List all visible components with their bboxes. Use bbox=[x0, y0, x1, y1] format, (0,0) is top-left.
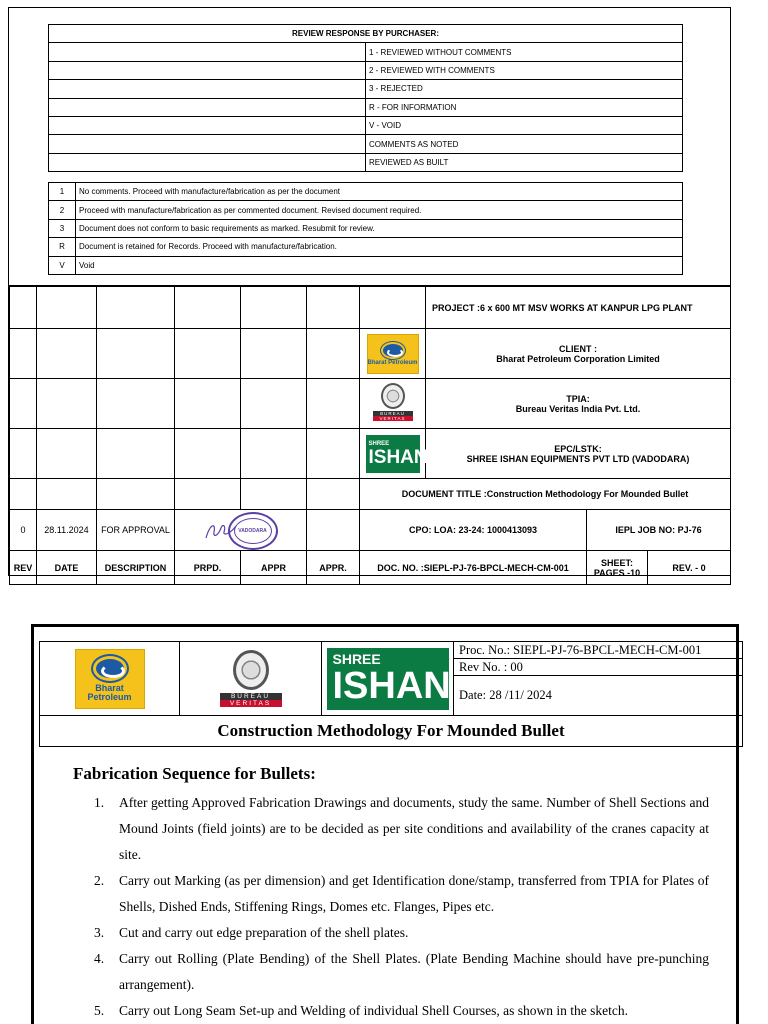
bureau-veritas-logo bbox=[219, 650, 283, 707]
header-prpd: PRPD. bbox=[175, 551, 241, 585]
date-value: 28.11.2024 bbox=[37, 510, 97, 551]
bureau-veritas-seal-icon bbox=[381, 383, 405, 409]
legend-code: V bbox=[49, 256, 76, 274]
review-checkbox[interactable] bbox=[49, 98, 366, 116]
page-title: Construction Methodology For Mounded Bullet bbox=[39, 716, 743, 747]
bpcl-logo-cell bbox=[360, 329, 426, 379]
shree-ishan-logo bbox=[327, 648, 449, 710]
legend-code: 3 bbox=[49, 219, 76, 237]
review-option: REVIEWED AS BUILT bbox=[366, 153, 683, 171]
tpia-label: TPIA: bbox=[566, 393, 590, 404]
step-text: Carry out Rolling (Plate Bending) of the Shell Plates. (Plate Bending Machine should have pre-punching arrangement). bbox=[119, 951, 709, 992]
sheet-pages: SHEET: PAGES -10 bbox=[587, 551, 648, 585]
ishan-logo-main-text: ISHAN bbox=[368, 446, 428, 468]
review-response-table bbox=[48, 24, 683, 172]
step-number: 1. bbox=[94, 795, 105, 810]
bv-logo-cell bbox=[180, 642, 322, 715]
header-appr: APPR bbox=[241, 551, 307, 585]
list-item bbox=[94, 868, 709, 920]
legend-text: Proceed with manufacture/fabrication as per commented document. Revised document required. bbox=[76, 201, 683, 219]
description-value: FOR APPROVAL bbox=[97, 510, 175, 551]
epc-label: EPC/LSTK: bbox=[554, 443, 602, 454]
document-info bbox=[454, 642, 742, 715]
step-number: 4. bbox=[94, 951, 105, 966]
revision-label: REV. - 0 bbox=[648, 551, 731, 585]
legend-code: R bbox=[49, 238, 76, 256]
shree-ishan-logo bbox=[366, 435, 428, 473]
review-option: 3 - REJECTED bbox=[366, 80, 683, 98]
ishan-logo-cell bbox=[360, 429, 426, 479]
tpia-name: Bureau Veritas India Pvt. Ltd. bbox=[515, 403, 641, 414]
doc-number: DOC. NO. :SIEPL-PJ-76-BPCL-MECH-CM-001 bbox=[360, 551, 587, 585]
bv-logo-top-text: BUREAU bbox=[220, 693, 282, 700]
review-checkbox[interactable] bbox=[49, 43, 366, 61]
bpcl-emblem-icon bbox=[93, 656, 127, 681]
review-checkbox[interactable] bbox=[49, 61, 366, 79]
document-date: Date: 28 /11/ 2024 bbox=[459, 688, 552, 702]
bpcl-logo-text: Bharat Petroleum bbox=[367, 359, 418, 366]
step-text: Cut and carry out edge preparation of the shell plates. bbox=[119, 925, 409, 940]
legend-text: Document is retained for Records. Proceed with manufacture/fabrication. bbox=[76, 238, 683, 256]
page-header bbox=[39, 641, 743, 716]
legend-text: No comments. Proceed with manufacture/fabrication as per the document bbox=[76, 183, 683, 201]
company-seal: VADODARA bbox=[228, 512, 278, 550]
cover-sheet bbox=[8, 7, 731, 576]
header-appr-2: APPR. bbox=[307, 551, 360, 585]
bpcl-emblem-icon bbox=[381, 342, 405, 359]
cpo-number: CPO: LOA: 23-24: 1000413093 bbox=[360, 510, 587, 551]
list-item bbox=[94, 790, 709, 868]
project-name: PROJECT :6 x 600 MT MSV WORKS AT KANPUR LPG PLANT bbox=[426, 287, 731, 329]
client-info bbox=[426, 329, 731, 379]
bpcl-logo bbox=[367, 334, 419, 374]
job-number: IEPL JOB NO: PJ-76 bbox=[587, 510, 731, 551]
bureau-veritas-logo bbox=[368, 383, 418, 425]
epc-info bbox=[426, 429, 731, 479]
review-checkbox[interactable] bbox=[49, 135, 366, 153]
legend-text: Document does not conform to basic requirements as marked. Resubmit for review. bbox=[76, 219, 683, 237]
step-text: Carry out Long Seam Set-up and Welding of individual Shell Courses, as shown in the sketch. bbox=[119, 1003, 628, 1018]
epc-name: SHREE ISHAN EQUIPMENTS PVT LTD (VADODARA) bbox=[466, 453, 690, 464]
review-heading: REVIEW RESPONSE BY PURCHASER: bbox=[49, 25, 683, 43]
header-rev: REV bbox=[10, 551, 37, 585]
title-block bbox=[9, 286, 731, 585]
ishan-logo-cell bbox=[322, 642, 454, 715]
bpcl-logo-cell bbox=[40, 642, 180, 715]
document-title: DOCUMENT TITLE :Construction Methodology For Mounded Bullet bbox=[360, 479, 731, 510]
list-item bbox=[94, 920, 709, 946]
client-name: Bharat Petroleum Corporation Limited bbox=[496, 353, 660, 364]
step-text: Carry out Marking (as per dimension) and get Identification done/stamp, transferred from TPIA for Plates of Shells, Dished Ends, Stiffening Rings, Domes etc. Flanges, Pipes etc. bbox=[119, 873, 709, 914]
header-date: DATE bbox=[37, 551, 97, 585]
step-number: 3. bbox=[94, 925, 105, 940]
review-option: 1 - REVIEWED WITHOUT COMMENTS bbox=[366, 43, 683, 61]
fabrication-steps-list bbox=[94, 790, 709, 1024]
client-label: CLIENT : bbox=[559, 343, 597, 354]
approval-stamp-cell bbox=[175, 510, 307, 551]
review-checkbox[interactable] bbox=[49, 116, 366, 134]
header-description: DESCRIPTION bbox=[97, 551, 175, 585]
list-item bbox=[94, 998, 709, 1024]
review-option: V - VOID bbox=[366, 116, 683, 134]
legend-code: 2 bbox=[49, 201, 76, 219]
bv-logo-top-text: BUREAU bbox=[373, 411, 413, 416]
bv-logo-cell bbox=[360, 379, 426, 429]
bv-logo-bottom-text: VERITAS bbox=[373, 416, 413, 421]
section-heading: Fabrication Sequence for Bullets: bbox=[73, 764, 316, 783]
approval-stamp bbox=[202, 510, 280, 550]
ishan-logo-top-text: SHREE bbox=[332, 651, 381, 667]
legend-code: 1 bbox=[49, 183, 76, 201]
ishan-logo-top-text: SHREE bbox=[368, 440, 390, 447]
review-checkbox[interactable] bbox=[49, 153, 366, 171]
review-checkbox[interactable] bbox=[49, 80, 366, 98]
step-number: 5. bbox=[94, 1003, 105, 1018]
rev-value: 0 bbox=[10, 510, 37, 551]
legend-text: Void bbox=[76, 256, 683, 274]
review-response-box bbox=[9, 8, 730, 286]
bv-logo-bottom-text: VERITAS bbox=[220, 700, 282, 707]
review-option: COMMENTS AS NOTED bbox=[366, 135, 683, 153]
bureau-veritas-seal-icon bbox=[233, 650, 269, 690]
bpcl-logo bbox=[75, 649, 145, 709]
document-page bbox=[31, 624, 739, 1024]
tpia-info bbox=[426, 379, 731, 429]
procedure-number: Proc. No.: SIEPL-PJ-76-BPCL-MECH-CM-001 bbox=[454, 642, 742, 659]
list-item bbox=[94, 946, 709, 998]
revision-number: Rev No. : 00 bbox=[454, 659, 742, 676]
review-code-legend bbox=[48, 182, 683, 275]
bpcl-logo-text: Bharat Petroleum bbox=[87, 682, 132, 702]
review-option: 2 - REVIEWED WITH COMMENTS bbox=[366, 61, 683, 79]
step-text: After getting Approved Fabrication Drawings and documents, study the same. Number of Shell Sections and Mound Joints (field joints) are to be decided as per site conditions and availability of the cranes capacity at site. bbox=[119, 795, 709, 862]
step-number: 2. bbox=[94, 873, 105, 888]
review-option: R - FOR INFORMATION bbox=[366, 98, 683, 116]
ishan-logo-main-text: ISHAN bbox=[332, 665, 451, 707]
